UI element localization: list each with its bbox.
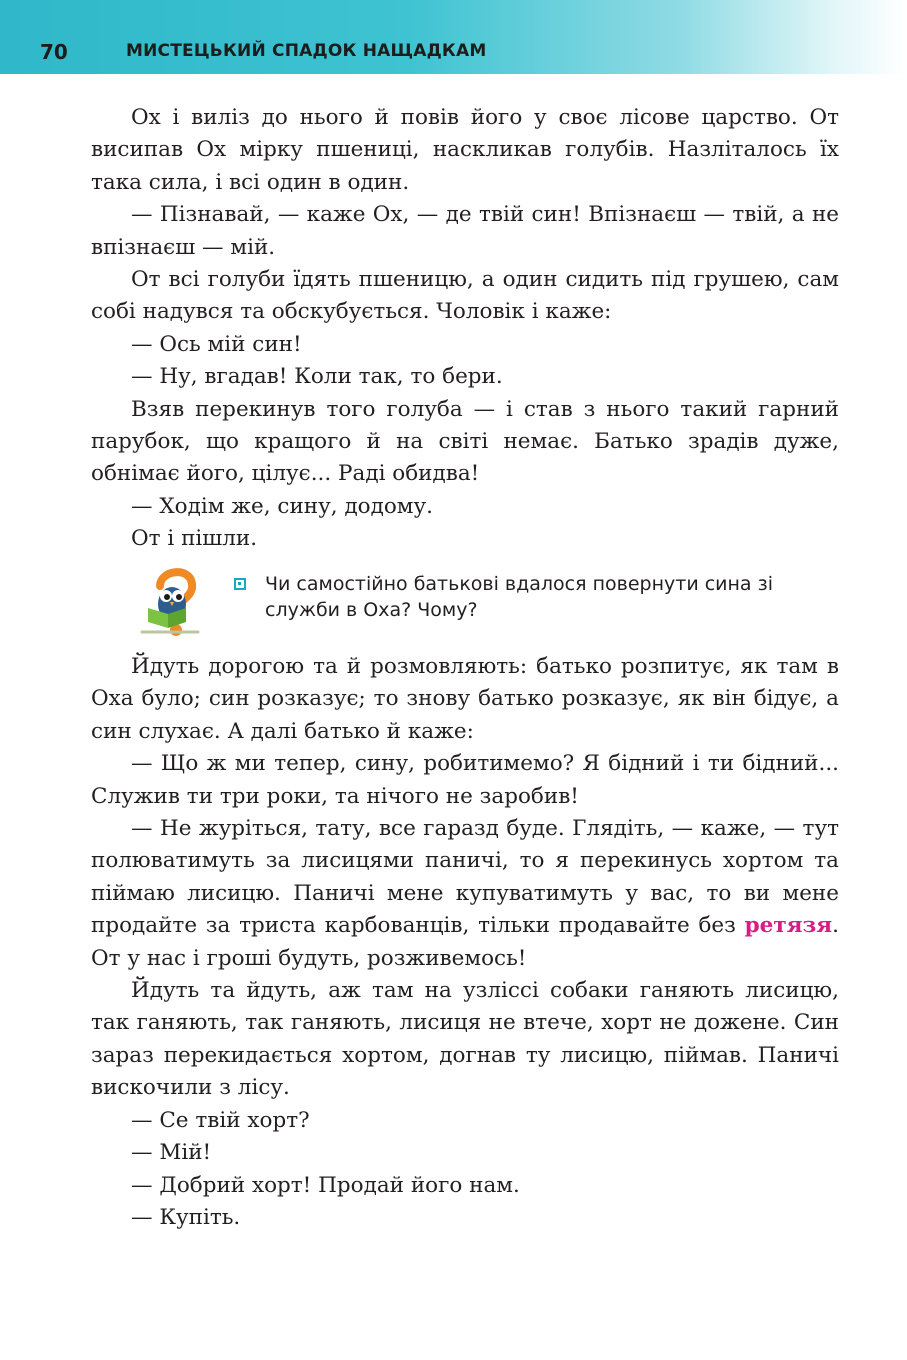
paragraph: — Се твій хорт? bbox=[131, 1107, 310, 1133]
highlighted-term: ретязя bbox=[744, 913, 833, 939]
question-text: Чи самостійно батькові вдалося повернути сина зі служби в Оха? Чому? bbox=[265, 573, 773, 621]
paragraph-with-highlight bbox=[91, 813, 839, 975]
paragraph: От і пішли. bbox=[131, 526, 258, 552]
question-block bbox=[138, 562, 839, 642]
paragraph: — Пізнавай, — каже Ох, — де твій син! Впізнаєш — твій, а не впізнаєш — мій. bbox=[91, 202, 839, 260]
paragraph: Йдуть дорогою та й розмовляють: батько розпитує, як там в Оха було; син розказує; то знову батько розказує, як він бідує, а син слухає. А далі батько й каже: bbox=[91, 654, 839, 744]
paragraph: Взяв перекинув того голуба — і став з нього такий гарний парубок, що кращого й на світі немає. Батько зрадів дуже, обнімає його, цілує... Раді обидва! bbox=[91, 396, 839, 487]
paragraph-text: — Не журіться, тату, все гаразд буде. Глядіть, — каже, — тут полюватимуть за лисицями паничі, то я перекинусь хортом та піймаю лисицю. Паничі мене купуватимуть у вас, то ви мене продайте за триста карбованців, тільки продавайте без bbox=[91, 816, 839, 939]
story-text-part-1 bbox=[91, 102, 839, 556]
paragraph: — Ходім же, сину, додому. bbox=[131, 493, 434, 519]
paragraph: Йдуть та йдуть, аж там на узліссі собаки ганяють лисицю, так ганяють, так ганяють, лисиця не втече, хорт не дожене. Син зараз перекидається хортом, догнав ту лисицю, піймав. Паничі вискочили з лісу. bbox=[91, 978, 839, 1101]
paragraph: От всі голуби їдять пшеницю, а один сидить під грушею, сам собі надувся та обскубується. Чоловік і каже: bbox=[91, 267, 839, 325]
paragraph-text: . От у нас і гроші будуть, розживемось! bbox=[91, 913, 839, 971]
page-header bbox=[0, 0, 907, 74]
paragraph: — Ось мій син! bbox=[131, 331, 302, 357]
page-number: 70 bbox=[40, 40, 68, 64]
paragraph: — Що ж ми тепер, сину, робитимемо? Я бідний і ти бідний... Служив ти три роки, та нічого не заробив! bbox=[91, 751, 839, 809]
paragraph: — Ну, вгадав! Коли так, то бери. bbox=[131, 364, 503, 390]
paragraph: — Купіть. bbox=[131, 1204, 241, 1230]
question-mark-reading-owl-icon bbox=[138, 562, 210, 642]
paragraph: Ох і виліз до нього й повів його у своє лісове царство. От висипав Ох мірку пшениці, наскликав голубів. Назліталось їх така сила, і всі один в один. bbox=[91, 105, 839, 195]
section-title: МИСТЕЦЬКИЙ СПАДОК НАЩАДКАМ bbox=[126, 41, 487, 61]
paragraph: — Добрий хорт! Продай його нам. bbox=[131, 1172, 520, 1198]
square-bullet-icon bbox=[234, 578, 246, 590]
story-text-part-2 bbox=[91, 651, 839, 1234]
paragraph: — Мій! bbox=[131, 1140, 212, 1166]
